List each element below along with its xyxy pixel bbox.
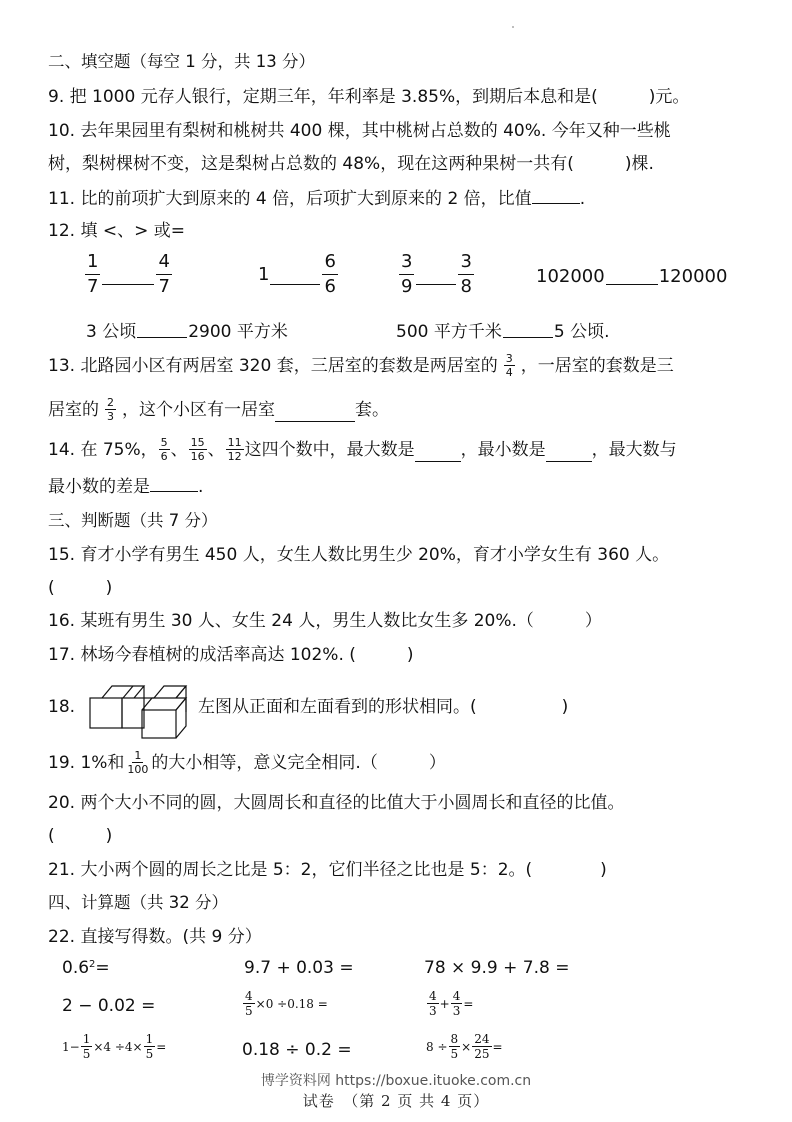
- fraction: $\frac{3}{8}$: [460, 251, 472, 297]
- section-judge-title: 三、判断题（共 7 分）: [48, 511, 218, 530]
- question-14-text: 这四个数中，最大数是: [244, 439, 415, 460]
- compare-left: 3 公顷: [86, 322, 137, 342]
- compare-a: [84, 253, 173, 296]
- fraction: $\frac{4}{3}$: [429, 989, 437, 1018]
- calc-text: 0.6: [62, 958, 90, 978]
- calc-5: [242, 990, 328, 1017]
- question-21: 21. 大小两个圆的周长之比是 5：2，它们半径之比也是 5：2。( ): [48, 860, 607, 880]
- fraction: $\frac{1}{100}$: [127, 749, 149, 776]
- question-14-end: .: [198, 477, 204, 497]
- question-19: [48, 750, 446, 775]
- calc-text: =: [492, 1039, 503, 1054]
- calc-text: +: [439, 996, 450, 1011]
- compare-c: [398, 253, 475, 296]
- calc-text: =: [463, 996, 474, 1011]
- fraction: $\frac{2}{3}$: [107, 396, 114, 423]
- question-13-line2: [48, 397, 389, 422]
- compare-left: 102000: [536, 266, 605, 287]
- calc-text: ×4 ÷4×: [93, 1039, 143, 1054]
- calc-text: =: [156, 1039, 167, 1054]
- question-13-text: 套。: [355, 399, 389, 420]
- question-15-answer: ( ): [48, 578, 113, 598]
- answer-blank: [532, 187, 580, 204]
- compare-b: [258, 253, 339, 296]
- compare-e: [86, 317, 288, 342]
- question-19-text: 19. 1%和: [48, 752, 125, 773]
- section-fill-title: 二、填空题（每空 1 分，共 13 分）: [48, 52, 315, 71]
- fraction: $\frac{11}{12}$: [227, 436, 242, 463]
- question-10-line2: 树，梨树棵树不变，这是梨树占总数的 48%，现在这两种果树一共有( )棵.: [48, 154, 654, 174]
- answer-blank: [416, 284, 456, 285]
- calc-text: 1−: [62, 1039, 80, 1054]
- question-14-line1: [48, 437, 677, 462]
- question-13-text: 13. 北路园小区有两居室 320 套，三居室的套数是两居室的: [48, 355, 498, 376]
- calc-text: ×: [461, 1039, 472, 1054]
- question-22: 22. 直接写得数。(共 9 分）: [48, 927, 262, 947]
- fraction: $\frac{15}{16}$: [190, 436, 205, 463]
- calc-text: =: [95, 958, 110, 978]
- exponent: 2: [89, 958, 96, 970]
- answer-blank: [275, 405, 355, 422]
- question-9: 9. 把 1000 元存人银行，定期三年，年利率是 3.85%，到期后本息和是( )元。: [48, 87, 690, 107]
- calc-text: 8 ÷: [426, 1039, 448, 1054]
- question-18-number: 18.: [48, 697, 76, 717]
- answer-blank: [150, 475, 198, 492]
- compare-right: 120000: [658, 266, 728, 287]
- cube-figure-icon: [88, 672, 200, 740]
- separator: 、: [207, 439, 225, 460]
- question-19-text: 的大小相等，意义完全相同.（ ）: [151, 752, 446, 773]
- question-18-text: 左图从正面和左面看到的形状相同。( ): [198, 697, 569, 717]
- question-14-text: ，最大数与: [591, 439, 677, 460]
- question-14-text: ，最小数是: [460, 439, 546, 460]
- answer-blank: [137, 337, 187, 338]
- fraction: $\frac{8}{5}$: [450, 1032, 459, 1061]
- compare-left: 1: [258, 264, 270, 285]
- compare-right: 5 公顷.: [553, 322, 610, 342]
- question-13-text: 居室的: [48, 399, 99, 420]
- question-11: [48, 187, 585, 210]
- fraction: $\frac{4}{3}$: [452, 989, 461, 1018]
- answer-blank: [270, 284, 320, 285]
- question-11-text: 11. 比的前项扩大到原来的 4 倍，后项扩大到原来的 2 倍，比值: [48, 189, 532, 209]
- question-14-line2: [48, 475, 203, 498]
- question-14-text: 14. 在 75%，: [48, 439, 158, 460]
- question-20-answer: ( ): [48, 826, 113, 846]
- speck: [512, 26, 514, 28]
- question-13-line1: [48, 353, 674, 378]
- calc-2: 9.7 + 0.03 =: [244, 958, 354, 978]
- calc-8: 0.18 ÷ 0.2 =: [242, 1040, 352, 1060]
- question-10-line1: 10. 去年果园里有梨树和桃树共 400 棵，其中桃树占总数的 40%. 今年又种一些桃: [48, 121, 671, 141]
- question-11-end: .: [579, 189, 586, 209]
- answer-blank: [415, 445, 461, 462]
- page-footer: 试卷 （第 2 页 共 4 页）: [302, 1092, 490, 1110]
- question-15: 15. 育才小学有男生 450 人，女生人数比男生少 20%，育才小学女生有 360 人。: [48, 545, 670, 565]
- compare-d: [536, 266, 727, 287]
- fraction: $\frac{1}{7}$: [87, 251, 99, 297]
- fraction: $\frac{3}{9}$: [401, 251, 413, 297]
- fraction: $\frac{24}{25}$: [474, 1032, 490, 1061]
- calc-9: [426, 1033, 503, 1060]
- separator: 、: [170, 439, 188, 460]
- compare-f: [396, 317, 609, 342]
- question-17: 17. 林场今春植树的成活率高达 102%. ( ): [48, 645, 414, 665]
- answer-blank: [606, 284, 658, 285]
- answer-blank: [102, 284, 154, 285]
- calc-3: 78 × 9.9 + 7.8 =: [424, 958, 570, 978]
- calc-1: [62, 958, 110, 978]
- section-calc-title: 四、计算题（共 32 分）: [48, 893, 228, 912]
- question-13-text: ，这个小区有一居室: [122, 399, 275, 420]
- fraction: $\frac{1}{5}$: [145, 1032, 154, 1061]
- watermark: 博学资料网 https://boxue.ituoke.com.cn: [260, 1073, 532, 1089]
- answer-blank: [503, 337, 553, 338]
- fraction: $\frac{6}{6}$: [324, 251, 336, 297]
- compare-left: 500 平方千米: [396, 322, 502, 342]
- compare-right: 2900 平方米: [188, 322, 288, 342]
- question-14-text: 最小数的差是: [48, 477, 150, 497]
- fraction: $\frac{1}{5}$: [82, 1032, 91, 1061]
- calc-4: 2 − 0.02 =: [62, 996, 156, 1016]
- fraction: $\frac{4}{7}$: [158, 251, 170, 297]
- question-20: 20. 两个大小不同的圆，大圆周长和直径的比值大于小圆周长和直径的比值。: [48, 793, 625, 813]
- calc-6: [426, 990, 473, 1017]
- question-13-text: ，一居室的套数是三: [520, 355, 674, 376]
- fraction: $\frac{4}{5}$: [245, 989, 253, 1018]
- fraction: $\frac{3}{4}$: [505, 352, 513, 379]
- answer-blank: [546, 445, 592, 462]
- calc-text: ×0 ÷0.18 =: [255, 996, 328, 1011]
- fraction: $\frac{5}{6}$: [160, 436, 168, 463]
- question-12: 12. 填 <、> 或=: [48, 221, 185, 241]
- calc-7: [62, 1033, 166, 1060]
- question-16: 16. 某班有男生 30 人、女生 24 人，男生人数比女生多 20%.（ ）: [48, 611, 602, 631]
